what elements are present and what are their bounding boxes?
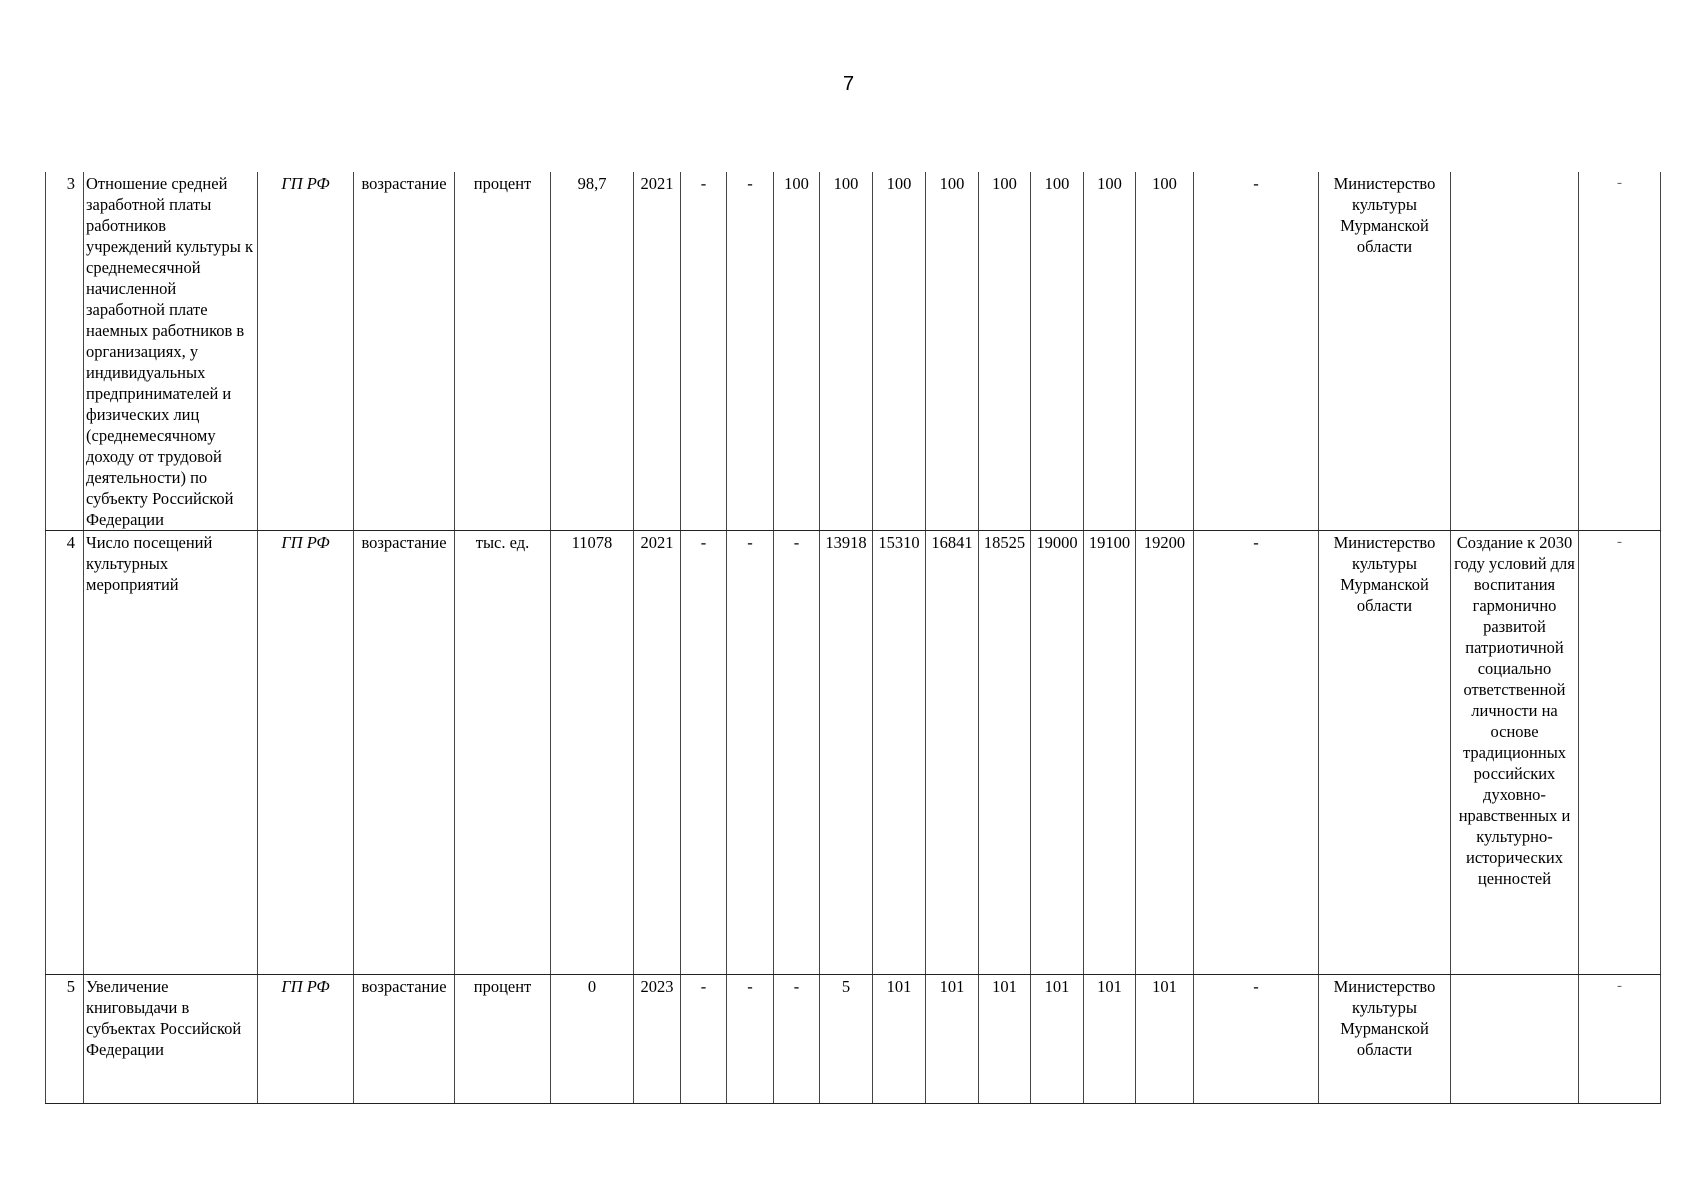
value-cell: 16841 <box>926 531 979 975</box>
responsible-cell: Министерство культуры Мурманской области <box>1319 531 1451 975</box>
indicator-unit: процент <box>455 172 551 531</box>
value-cell: 101 <box>979 975 1031 1104</box>
indicator-trend: возрастание <box>354 531 455 975</box>
table-row <box>46 531 1661 975</box>
table-row <box>46 975 1661 1104</box>
indicator-level: ГП РФ <box>258 531 354 975</box>
indicator-unit: тыс. ед. <box>455 531 551 975</box>
goal-cell <box>1451 975 1579 1104</box>
value-cell: 100 <box>1031 172 1084 531</box>
indicators-table <box>45 172 1661 1104</box>
value-cell: - <box>727 531 774 975</box>
value-cell: 100 <box>1136 172 1194 531</box>
value-cell: - <box>774 975 820 1104</box>
value-cell: - <box>681 531 727 975</box>
value-cell: - <box>727 172 774 531</box>
base-year: 2023 <box>634 975 681 1104</box>
table-row <box>46 172 1661 531</box>
value-cell: 18525 <box>979 531 1031 975</box>
value-cell: 101 <box>1136 975 1194 1104</box>
value-cell: 19100 <box>1084 531 1136 975</box>
page-number: 7 <box>842 73 855 95</box>
row-number: 5 <box>46 975 84 1104</box>
value-cell: 5 <box>820 975 873 1104</box>
value-cell: - <box>774 531 820 975</box>
value-cell: 100 <box>1084 172 1136 531</box>
value-cell: 100 <box>774 172 820 531</box>
value-cell: - <box>727 975 774 1104</box>
value-cell: 19000 <box>1031 531 1084 975</box>
indicator-name: Отношение средней заработной платы работников учреждений культуры к среднемесячной начисленной заработной плате наемных работников в организациях, у индивидуальных предпринимателей и физических лиц (среднемесячному доходу от трудовой деятельности) по субъекту Российской Федерации <box>84 172 258 531</box>
base-year: 2021 <box>634 531 681 975</box>
value-cell: 101 <box>1031 975 1084 1104</box>
indicator-level: ГП РФ <box>258 172 354 531</box>
value-cell: 101 <box>926 975 979 1104</box>
info-cell: - <box>1579 172 1661 531</box>
value-cell: 100 <box>926 172 979 531</box>
value-cell: 100 <box>820 172 873 531</box>
value-cell: 100 <box>979 172 1031 531</box>
indicator-unit: процент <box>455 975 551 1104</box>
responsible-cell: Министерство культуры Мурманской области <box>1319 172 1451 531</box>
responsible-cell: Министерство культуры Мурманской области <box>1319 975 1451 1104</box>
value-cell: 101 <box>873 975 926 1104</box>
goal-cell: Создание к 2030 году условий для воспитания гармонично развитой патриотичной социально ответственной личности на основе традиционных российских духовно-нравственных и культурно-исторических ценностей <box>1451 531 1579 975</box>
info-cell: - <box>1579 531 1661 975</box>
base-value: 98,7 <box>551 172 634 531</box>
info-cell: - <box>1579 975 1661 1104</box>
base-year: 2021 <box>634 172 681 531</box>
document-cell: - <box>1194 975 1319 1104</box>
document-cell: - <box>1194 172 1319 531</box>
indicator-level: ГП РФ <box>258 975 354 1104</box>
base-value: 0 <box>551 975 634 1104</box>
value-cell: 13918 <box>820 531 873 975</box>
value-cell: 15310 <box>873 531 926 975</box>
indicator-name: Увеличение книговыдачи в субъектах Российской Федерации <box>84 975 258 1104</box>
value-cell: 101 <box>1084 975 1136 1104</box>
base-value: 11078 <box>551 531 634 975</box>
goal-cell <box>1451 172 1579 531</box>
value-cell: 100 <box>873 172 926 531</box>
value-cell: - <box>681 172 727 531</box>
row-number: 4 <box>46 531 84 975</box>
indicator-name: Число посещений культурных мероприятий <box>84 531 258 975</box>
indicator-trend: возрастание <box>354 172 455 531</box>
indicator-trend: возрастание <box>354 975 455 1104</box>
document-cell: - <box>1194 531 1319 975</box>
row-number: 3 <box>46 172 84 531</box>
value-cell: - <box>681 975 727 1104</box>
value-cell: 19200 <box>1136 531 1194 975</box>
